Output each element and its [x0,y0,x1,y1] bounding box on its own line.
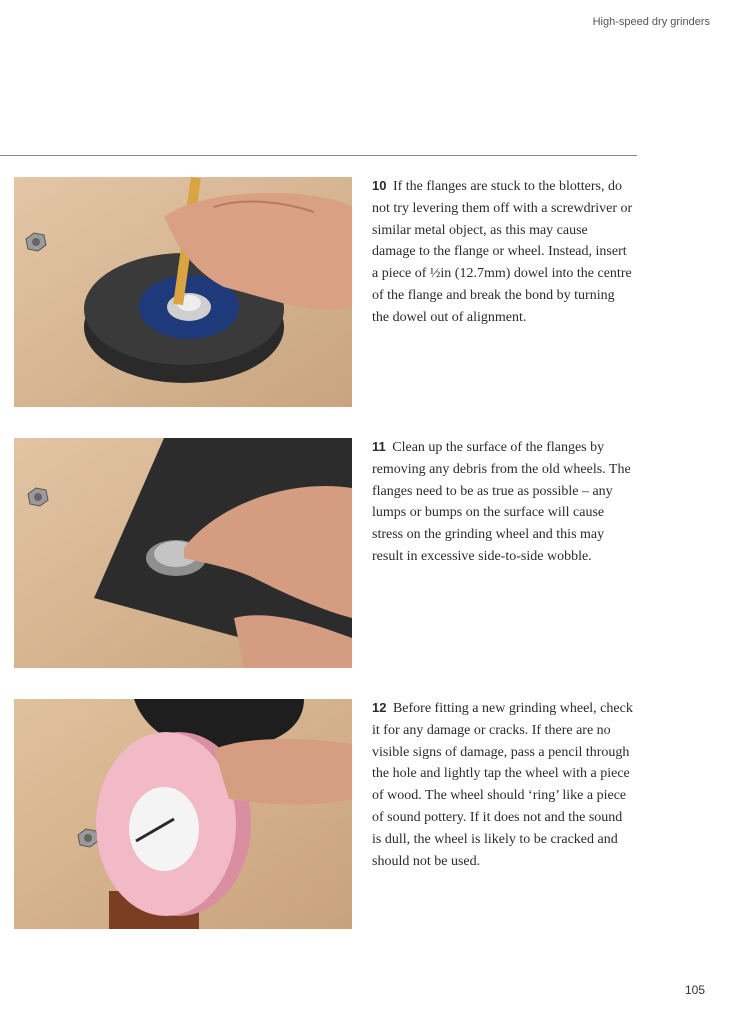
step-11-text [372,436,634,568]
photo-step-11 [14,438,352,668]
step-body: Before fitting a new grinding wheel, check it for any damage or cracks. If there are no visible signs of damage, pass a pencil through the hole and lightly tap the wheel with a piece of wood. The wheel should ‘ring’ like a piece of sound pottery. If it does not and the sound is dull, the wheel is likely to be cracked and should not be used. [372,701,633,869]
step-number: 12 [372,700,387,715]
running-head: High-speed dry grinders [592,16,710,28]
step-body: Clean up the surface of the flanges by removing any debris from the old wheels. The flanges need to be as true as possible – any lumps or bumps on the surface will cause stress on the grinding wheel and this may result in excessive side-to-side wobble. [372,440,631,564]
photo-step-12 [14,699,352,929]
step-12-text [372,697,634,872]
header-rule [0,155,637,156]
photo-step-10 [14,177,352,407]
step-number: 11 [372,439,386,454]
step-number: 10 [372,178,387,193]
step-body: If the flanges are stuck to the blotters, do not try levering them off with a screwdriver or similar metal object, as this may cause damage to the flange or wheel. Instead, insert a piece of ½in (12.7mm) dowel into the centre of the flange and break the bond by turning the dowel out of alignment. [372,179,633,325]
step-10-text [372,175,634,329]
page-number: 105 [684,983,705,997]
